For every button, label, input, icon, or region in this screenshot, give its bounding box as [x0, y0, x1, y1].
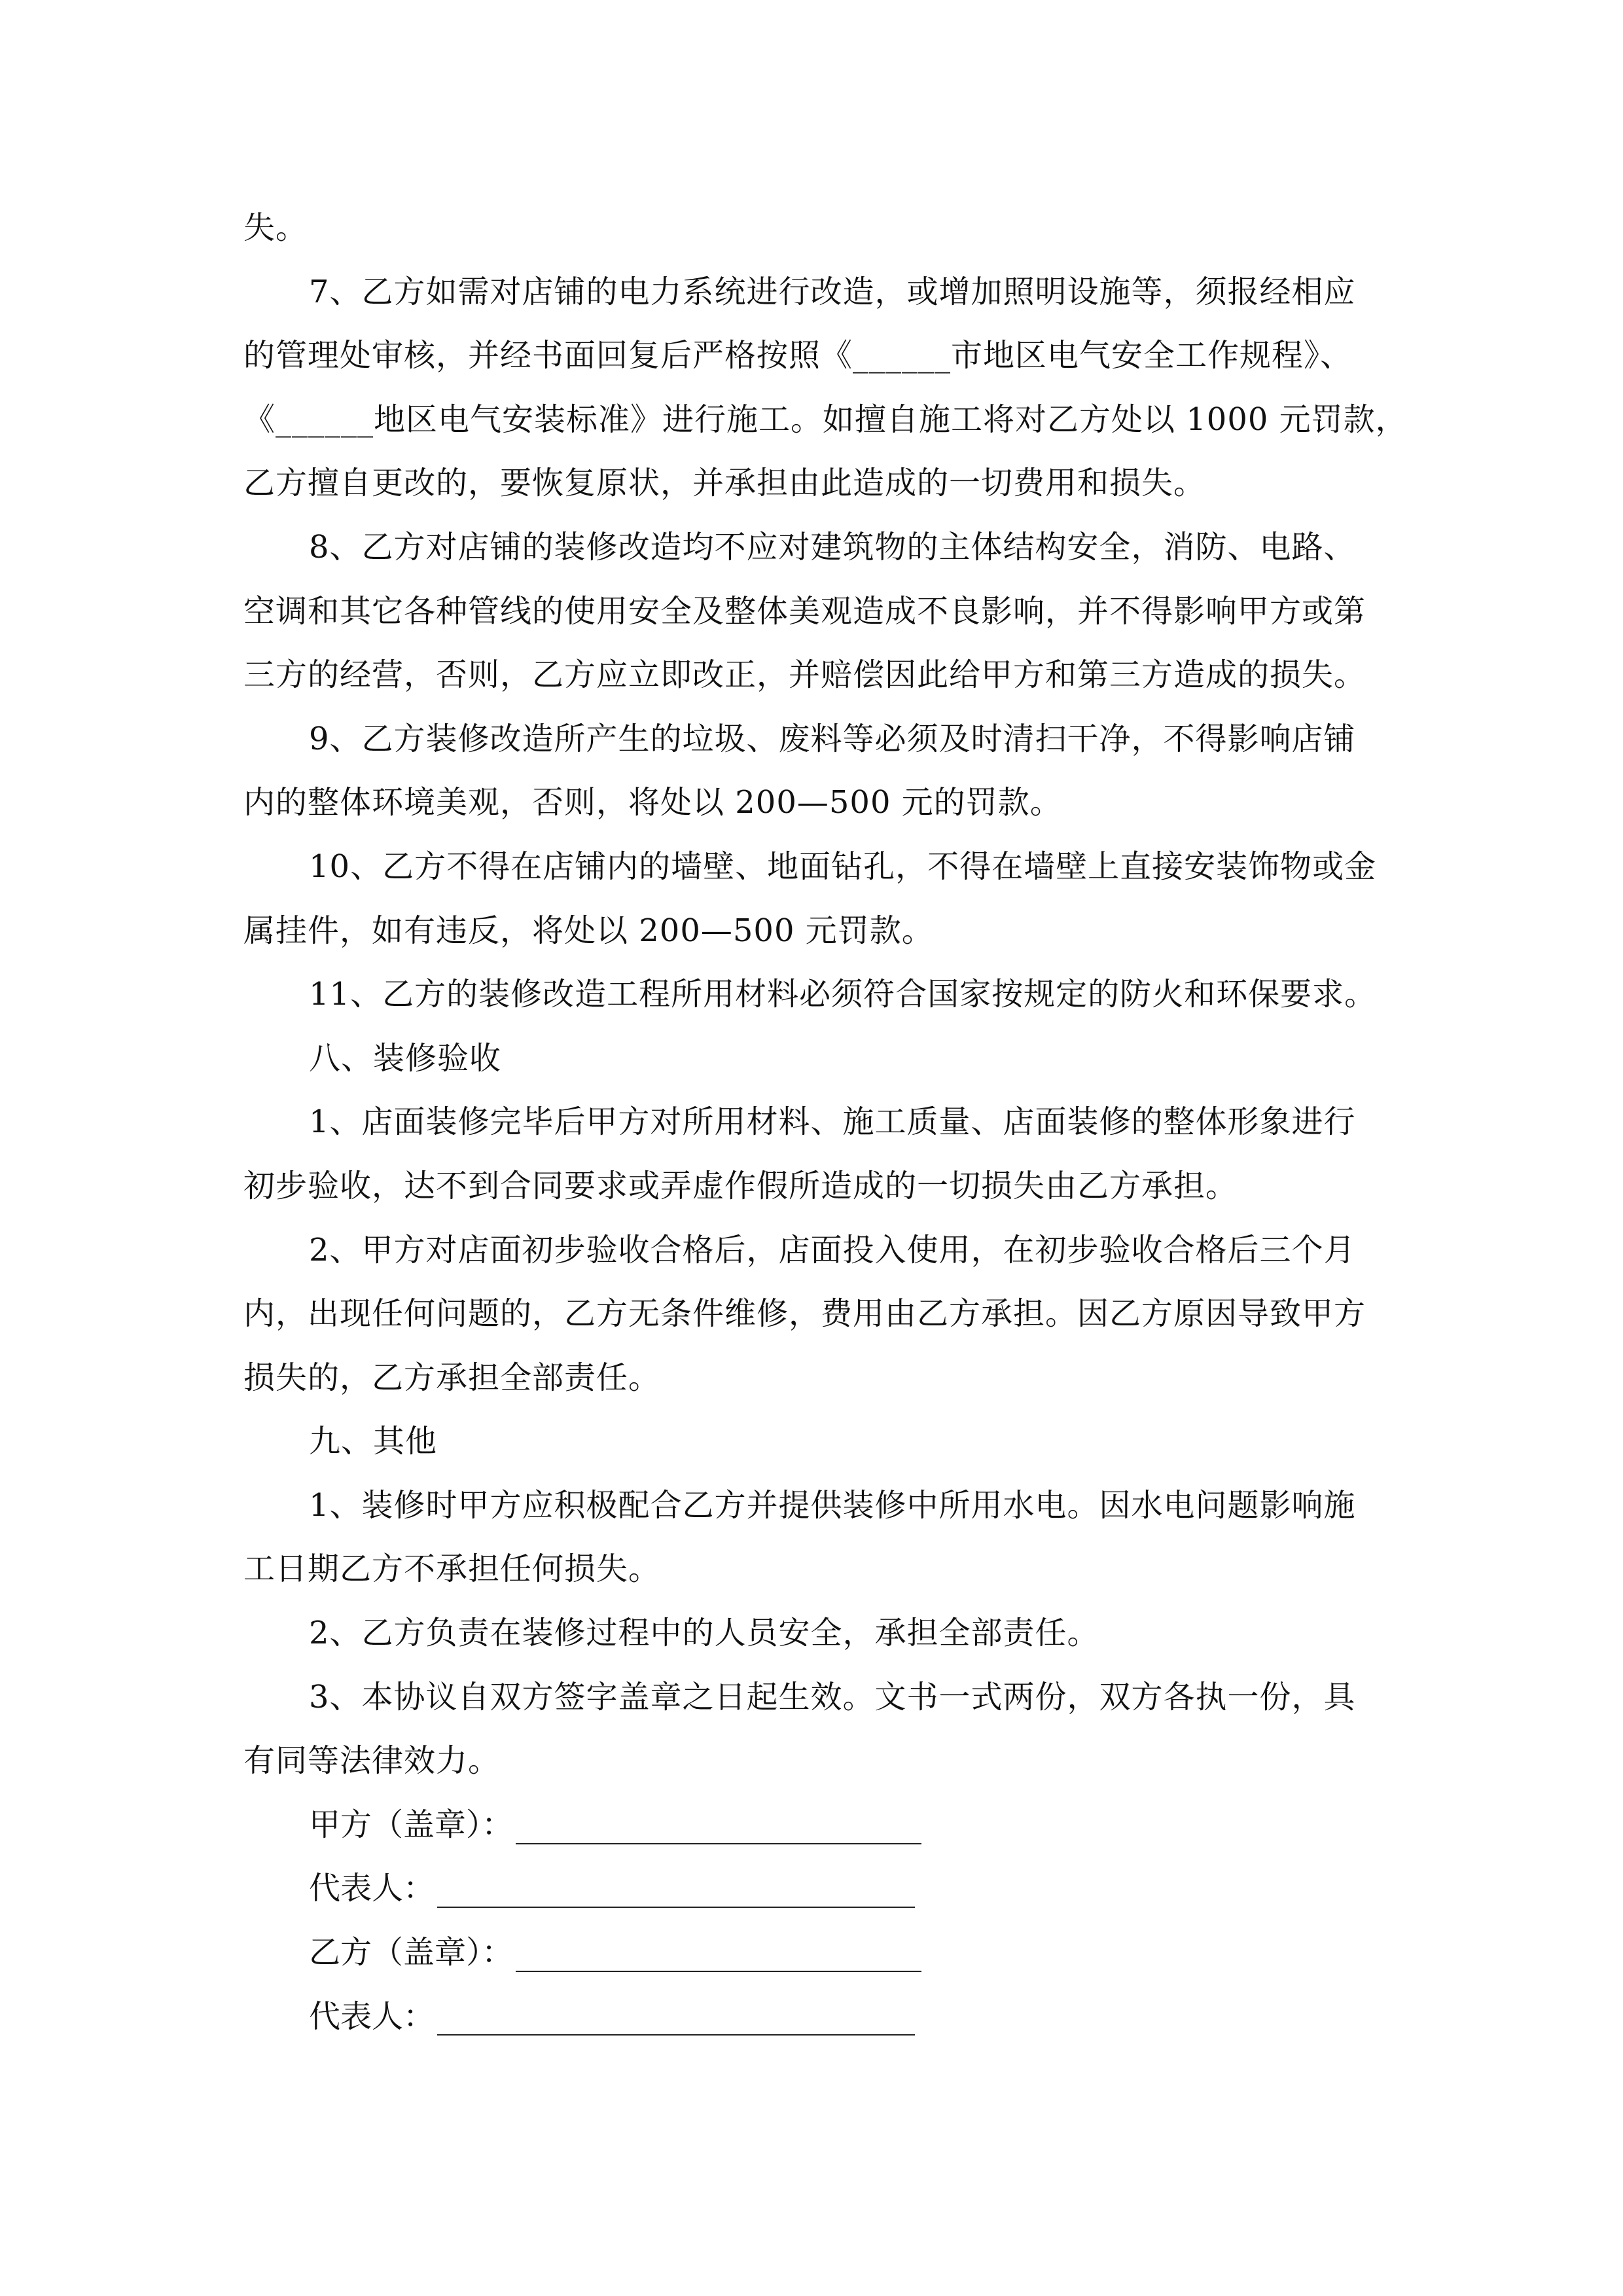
party-b-representative — [243, 1985, 1382, 2049]
clause-11: 11、乙方的装修改造工程所用材料必须符合国家按规定的防火和环保要求。 — [309, 976, 1377, 1013]
rep-b-label: 代表人： — [309, 1998, 435, 2035]
acceptance-clause-2: 2、甲方对店面初步验收合格后，店面投入使用，在初步验收合格后三个月 — [309, 1231, 1356, 1268]
party-a-signature — [243, 1793, 1382, 1857]
text-line: 初步验收，达不到合同要求或弄虚作假所造成的一切损失由乙方承担。 — [243, 1167, 1238, 1204]
clause-7: 7、乙方如需对店铺的电力系统进行改造，或增加照明设施等，须报经相应 — [309, 273, 1356, 310]
clause-9: 9、乙方装修改造所产生的垃圾、废料等必须及时清扫干净，不得影响店铺 — [309, 720, 1356, 757]
text-line: 内，出现任何问题的，乙方无条件维修，费用由乙方承担。因乙方原因导致甲方 — [243, 1295, 1366, 1333]
party-b-signature-blank[interactable] — [516, 1934, 921, 1972]
text-line: 损失的，乙方承担全部责任。 — [243, 1359, 661, 1396]
rep-a-label: 代表人： — [309, 1870, 435, 1907]
text-line: 失。 — [243, 209, 308, 246]
section-heading-acceptance: 八、装修验收 — [309, 1039, 502, 1077]
text-line: 内的整体环境美观，否则，将处以 200—500 元的罚款。 — [243, 784, 1062, 821]
party-a-label: 甲方（盖章）： — [309, 1806, 514, 1843]
acceptance-clause-1: 1、店面装修完毕后甲方对所用材料、施工质量、店面装修的整体形象进行 — [309, 1103, 1356, 1141]
text-line: 三方的经营，否则，乙方应立即改正，并赔偿因此给甲方和第三方造成的损失。 — [243, 656, 1366, 694]
text-line: 有同等法律效力。 — [243, 1742, 501, 1780]
party-a-signature-blank[interactable] — [516, 1806, 921, 1844]
text-line: 乙方擅自更改的，要恢复原状，并承担由此造成的一切费用和损失。 — [243, 465, 1206, 502]
clause-10: 10、乙方不得在店铺内的墙壁、地面钻孔，不得在墙壁上直接安装饰物或金 — [309, 848, 1377, 885]
section-heading-other: 九、其他 — [309, 1423, 438, 1460]
document-body — [243, 196, 1408, 2049]
text-line: 属挂件，如有违反，将处以 200—500 元罚款。 — [243, 912, 934, 949]
party-b-label: 乙方（盖章）： — [309, 1934, 514, 1971]
other-clause-2: 2、乙方负责在装修过程中的人员安全，承担全部责任。 — [309, 1615, 1099, 1652]
text-line: 空调和其它各种管线的使用安全及整体美观造成不良影响，并不得影响甲方或第 — [243, 592, 1366, 630]
party-a-representative — [243, 1857, 1382, 1921]
text-line: 工日期乙方不承担任何损失。 — [243, 1551, 661, 1588]
text-line: 《______地区电气安装标准》进行施工。如擅自施工将对乙方处以 1000 元罚款， — [243, 401, 1408, 438]
rep-b-signature-blank[interactable] — [437, 1998, 915, 2036]
other-clause-1: 1、装修时甲方应积极配合乙方并提供装修中所用水电。因水电问题影响施 — [309, 1486, 1356, 1524]
other-clause-3: 3、本协议自双方签字盖章之日起生效。文书一式两份，双方各执一份，具 — [309, 1678, 1356, 1715]
rep-a-signature-blank[interactable] — [437, 1870, 915, 1908]
party-b-signature — [243, 1921, 1382, 1985]
text-line: 的管理处审核，并经书面回复后严格按照《______市地区电气安全工作规程》、 — [243, 337, 1353, 374]
clause-8: 8、乙方对店铺的装修改造均不应对建筑物的主体结构安全，消防、电路、 — [309, 528, 1356, 565]
